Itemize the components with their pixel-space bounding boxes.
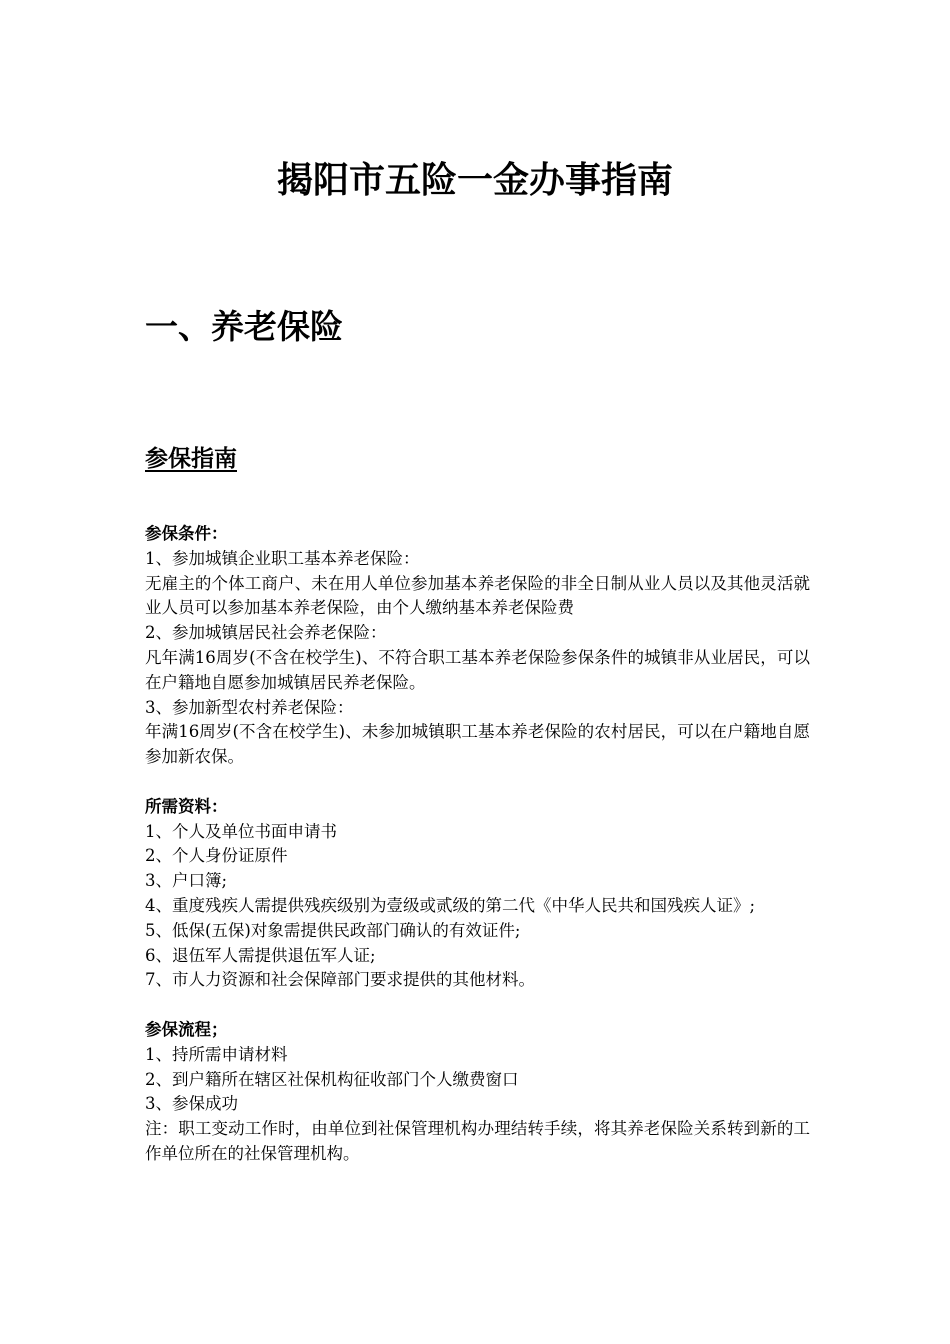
materials-line: 3、户口簿; <box>145 871 228 891</box>
materials-label: 所需资料： <box>145 796 228 816</box>
materials-line: 6、退伍军人需提供退伍军人证; <box>145 945 376 965</box>
process-line: 3、参保成功 <box>145 1094 238 1114</box>
process-label: 参保流程； <box>145 1019 228 1039</box>
section-heading-pension: 一、养老保险 <box>145 307 343 346</box>
conditions-line: 2、参加城镇居民社会养老保险： <box>145 623 387 643</box>
process-note: 注：职工变动工作时，由单位到社保管理机构办理结转手续，将其养老保险关系转到新的工作单位所在的社保管理机构。 <box>145 1119 810 1163</box>
conditions-label: 参保条件： <box>145 524 228 543</box>
document-title: 揭阳市五险一金办事指南 <box>276 159 673 201</box>
materials-line: 2、个人身份证原件 <box>145 846 288 866</box>
conditions-line: 1、参加城镇企业职工基本养老保险： <box>145 548 420 568</box>
process-line: 2、到户籍所在辖区社保机构征收部门个人缴费窗口 <box>145 1069 519 1089</box>
document-body <box>145 522 810 1167</box>
sub-heading-enrollment-guide: 参保指南 <box>145 445 237 472</box>
process-line: 1、持所需申请材料 <box>145 1044 288 1064</box>
conditions-line: 3、参加新型农村养老保险： <box>145 697 354 717</box>
materials-line: 4、重度残疾人需提供残疾级别为壹级或贰级的第二代《中华人民共和国残疾人证》; <box>145 895 756 915</box>
conditions-line: 无雇主的个体工商户、未在用人单位参加基本养老保险的非全日制从业人员以及其他灵活就业人员可以参加基本养老保险，由个人缴纳基本养老保险费 <box>145 573 810 618</box>
paragraph-spacer <box>145 770 810 795</box>
paragraph-spacer <box>145 993 810 1018</box>
materials-line: 7、市人力资源和社会保障部门要求提供的其他材料。 <box>145 970 535 990</box>
conditions-line: 凡年满16周岁(不含在校学生)、不符合职工基本养老保险参保条件的城镇非从业居民，可以在户籍地自愿参加城镇居民养老保险。 <box>145 647 810 692</box>
materials-line: 5、低保(五保)对象需提供民政部门确认的有效证件; <box>145 920 521 940</box>
conditions-line: 年满16周岁(不含在校学生)、未参加城镇职工基本养老保险的农村居民，可以在户籍地自愿参加新农保。 <box>145 722 810 767</box>
materials-line: 1、个人及单位书面申请书 <box>145 821 337 841</box>
